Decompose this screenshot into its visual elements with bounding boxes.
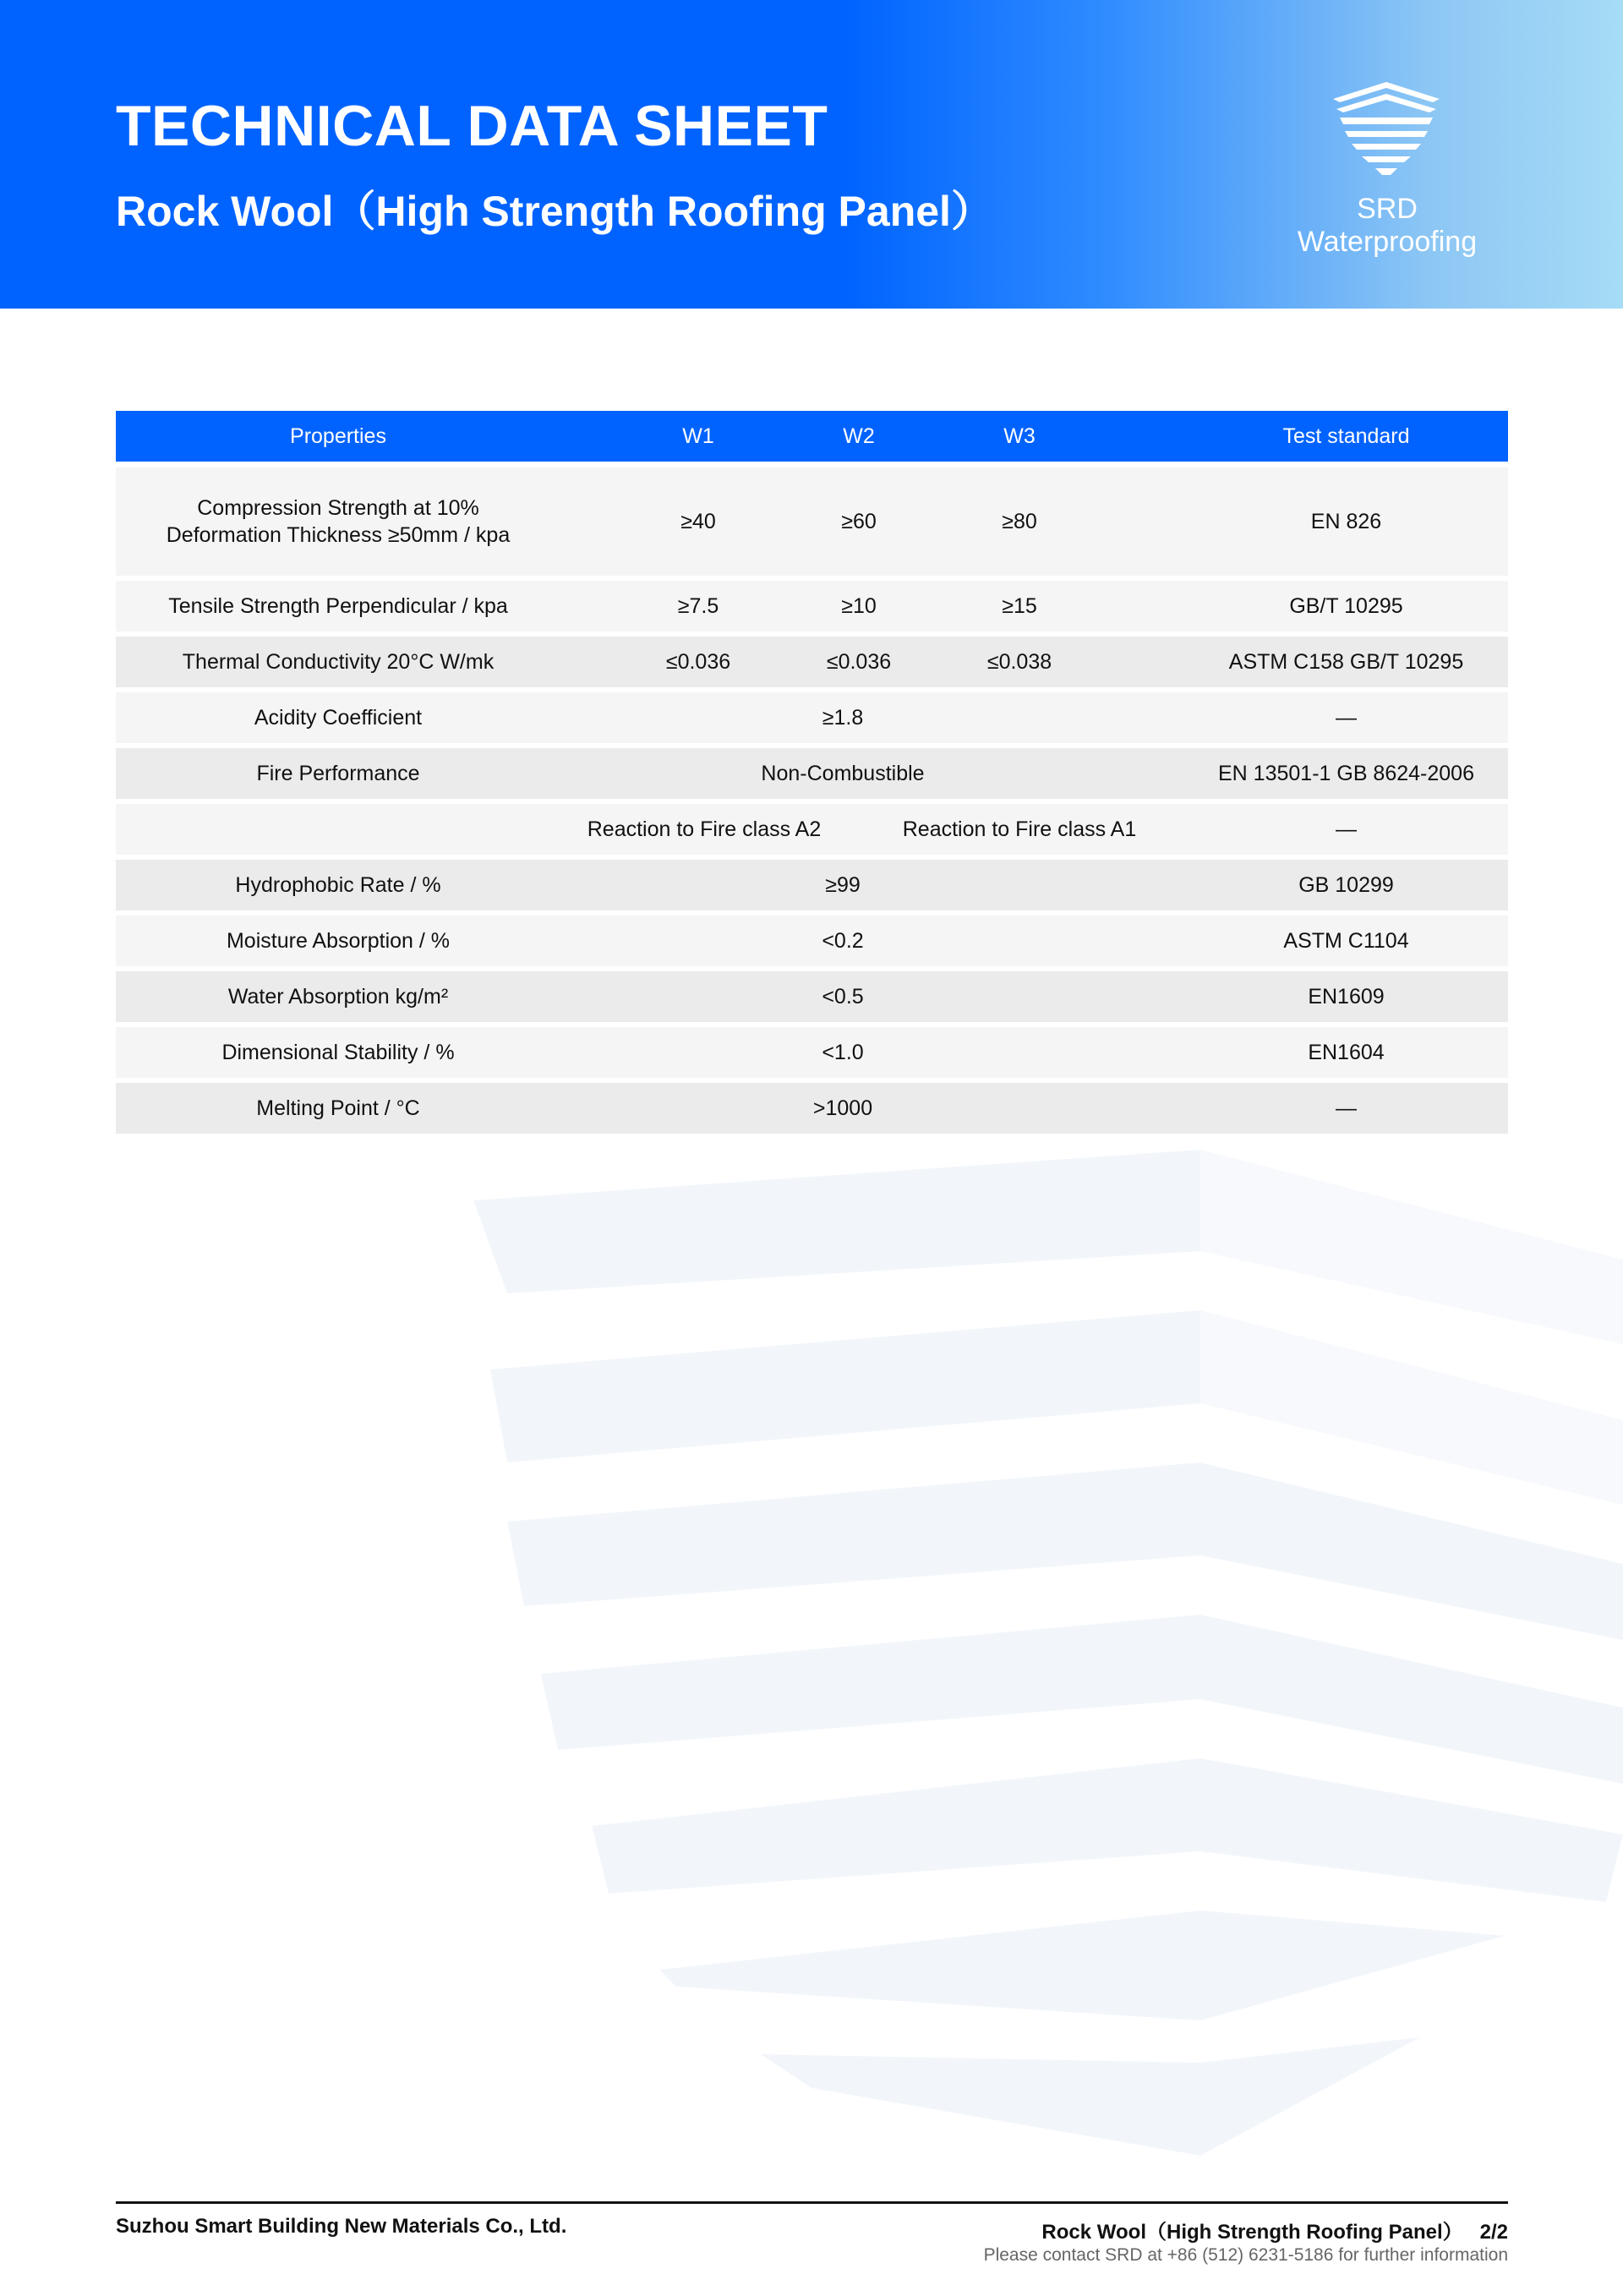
standard-cell: ASTM C158 GB/T 10295: [1228, 649, 1464, 674]
property-cell: Dimensional Stability / %: [221, 1040, 455, 1064]
w1-cell: ≤0.036: [665, 649, 731, 674]
properties-table: [116, 411, 1508, 1134]
property-cell: Fire Performance: [256, 761, 420, 785]
table-row: [116, 1027, 1508, 1078]
standard-cell: EN1609: [1308, 984, 1385, 1009]
table-row: [116, 637, 1508, 687]
table-row: [116, 748, 1508, 799]
document-title: TECHNICAL DATA SHEET: [116, 94, 828, 158]
table-row: [116, 1083, 1508, 1134]
table-row: [116, 692, 1508, 743]
value-cell: ≥1.8: [822, 705, 864, 730]
header-w1: W1: [682, 424, 714, 448]
fire-class-a2-cell: Reaction to Fire class A2: [587, 817, 822, 841]
property-cell: Acidity Coefficient: [254, 705, 423, 730]
header-w2: W2: [843, 424, 875, 448]
table-row: [116, 971, 1508, 1022]
w2-cell: ≥10: [841, 593, 877, 618]
header-w3: W3: [1003, 424, 1036, 448]
table-row: [116, 581, 1508, 631]
value-cell: >1000: [812, 1096, 873, 1120]
document-subtitle: Rock Wool（High Strength Roofing Panel）: [116, 188, 993, 235]
w2-cell: ≥60: [841, 509, 877, 533]
standard-cell: GB/T 10295: [1289, 593, 1403, 618]
property-line-2: Deformation Thickness ≥50mm / kpa: [166, 523, 511, 547]
value-cell: Non-Combustible: [761, 761, 925, 785]
w3-cell: ≥15: [1002, 593, 1037, 618]
w3-cell: ≥80: [1002, 509, 1037, 533]
property-cell: [116, 804, 560, 855]
value-cell: <1.0: [822, 1040, 864, 1064]
property-cell: Tensile Strength Perpendicular / kpa: [168, 593, 508, 618]
table-row: [116, 916, 1508, 966]
table-row: [116, 804, 1508, 855]
standard-cell: —: [1336, 705, 1357, 730]
standard-cell: EN 13501-1 GB 8624-2006: [1218, 761, 1474, 785]
w1-cell: ≥40: [680, 509, 716, 533]
value-cell: ≥99: [825, 872, 861, 897]
table-header: [116, 411, 1508, 462]
w3-cell: ≤0.038: [986, 649, 1052, 674]
table-row: [116, 467, 1508, 576]
srd-logo-icon: [1331, 80, 1441, 182]
property-cell: Thermal Conductivity 20°C W/mk: [182, 649, 495, 674]
standard-cell: —: [1336, 817, 1357, 841]
fire-class-a1-cell: Reaction to Fire class A1: [902, 817, 1137, 841]
value-cell: <0.5: [822, 984, 864, 1009]
footer-divider: [116, 2201, 1508, 2204]
value-cell: <0.2: [822, 928, 864, 953]
footer-product-page: Rock Wool（High Strength Roofing Panel） 2/2: [1041, 2221, 1508, 2244]
w2-cell: ≤0.036: [826, 649, 892, 674]
footer-contact: Please contact SRD at +86 (512) 6231-5186 for further information: [983, 2245, 1508, 2265]
property-cell: [116, 467, 560, 576]
property-cell: Hydrophobic Rate / %: [235, 872, 441, 897]
header-test-standard: Test standard: [1282, 424, 1410, 448]
header-banner: [0, 0, 1623, 309]
watermark-chevrons: [0, 972, 1623, 2156]
property-cell: Moisture Absorption / %: [226, 928, 450, 953]
property-cell: Water Absorption kg/m²: [227, 984, 449, 1009]
standard-cell: —: [1336, 1096, 1357, 1120]
standard-cell: EN 826: [1310, 509, 1382, 533]
brand-name: SRD Waterproofing: [1297, 193, 1478, 258]
w1-cell: ≥7.5: [677, 593, 719, 618]
standard-cell: GB 10299: [1298, 872, 1394, 897]
property-cell: Melting Point / °C: [256, 1096, 420, 1120]
table-row: [116, 860, 1508, 910]
footer-company: Suzhou Smart Building New Materials Co., Ltd.: [116, 2215, 567, 2238]
header-properties: Properties: [290, 424, 386, 448]
standard-cell: EN1604: [1308, 1040, 1385, 1064]
property-line-1: Compression Strength at 10%: [197, 495, 479, 520]
standard-cell: ASTM C1104: [1283, 928, 1409, 953]
